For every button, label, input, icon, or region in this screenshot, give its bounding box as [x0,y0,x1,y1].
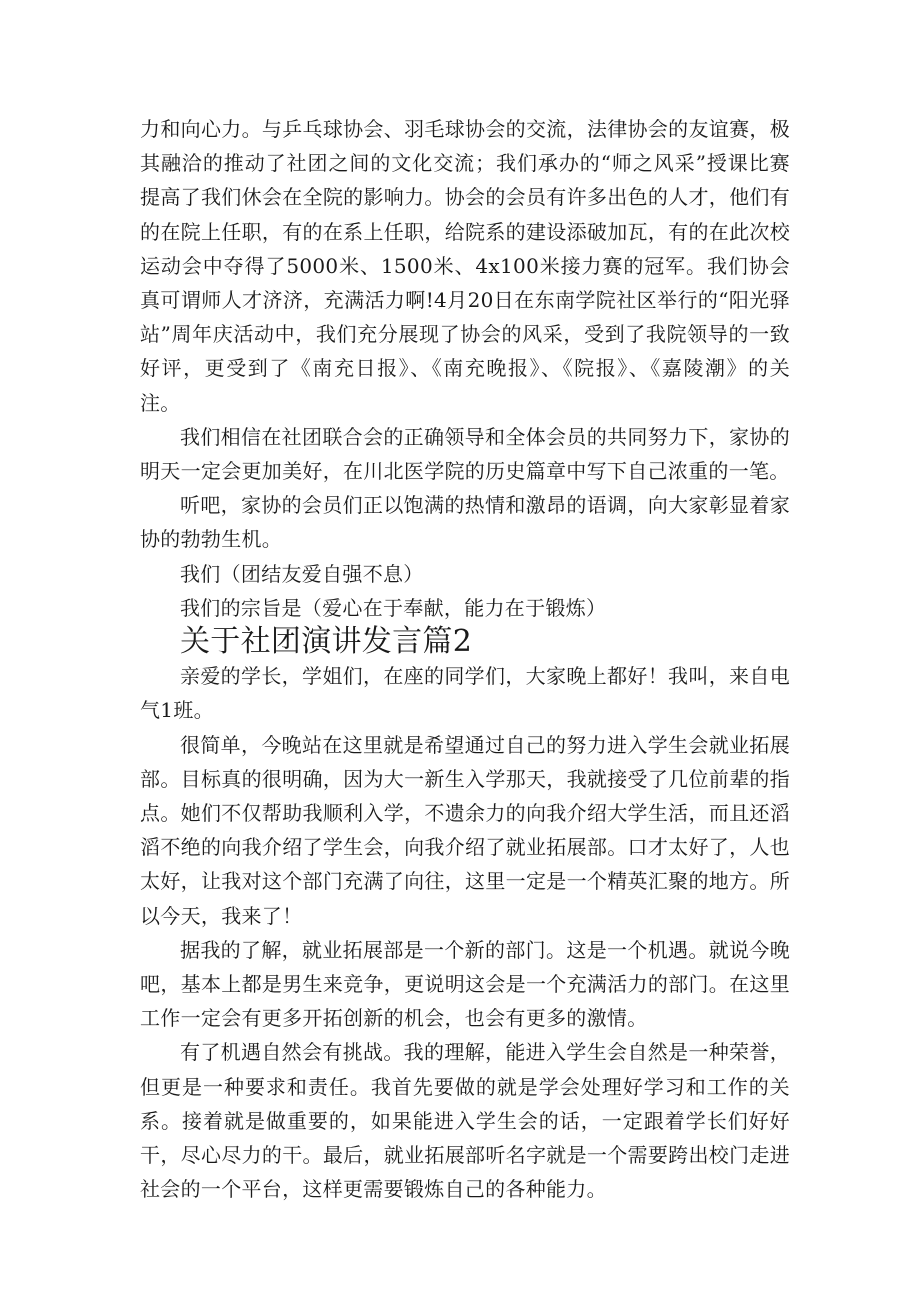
motto-line: 我们（团结友爱自强不息） [180,561,424,586]
purpose-line: 我们的宗旨是（爱心在于奉献，能力在于锻炼） [180,595,607,620]
paragraph: 很简单，今晚站在这里就是希望通过自己的努力进入学生会就业拓展部。目标真的很明确，因为大一新生入学那天，我就接受了几位前辈的指点。她们不仅帮助我顺利入学，不遗余力的向我介绍大学生活，而且还滔滔不绝的向我介绍了学生会，向我介绍了就业拓展部。口才太好了，人也太好，让我对这个部门充满了向往，这里一定是一个精英汇聚的地方。所以今天，我来了！ [140,732,790,928]
paragraph: 我们相信在社团联合会的正确领导和全体会员的共同努力下，家协的明天一定会更加美好，在川北医学院的历史篇章中写下自己浓重的一笔。 [140,424,790,484]
paragraph: 亲爱的学长，学姐们，在座的同学们，大家晚上都好！我叫，来自电气1班。 [140,664,790,723]
paragraph-continued: 力和向心力。与乒乓球协会、羽毛球协会的交流，法律协会的友谊赛，极其融洽的推动了社团之间的文化交流；我们承办的“师之风采”授课比赛提高了我们休会在全院的影响力。协会的会员有许多出色的人才，他们有的在院上任职，有的在系上任职，给院系的建设添破加瓦，有的在此次校运动会中夺得了5000米、1500米、4x100米接力赛的冠军。我们协会真可谓师人才济济，充满活力啊!4月20日在东南学院社区举行的“阳光驿站”周年庆活动中，我们充分展现了协会的风采，受到了我院领导的一致好评，更受到了《南充日报》、《南充晚报》、《院报》、《嘉陵潮》的关注。 [140,117,790,415]
paragraph: 据我的了解，就业拓展部是一个新的部门。这是一个机遇。就说今晚吧，基本上都是男生来竞争，更说明这会是一个充满活力的部门。在这里工作一定会有更多开拓创新的机会，也会有更多的激情。 [140,937,790,1031]
paragraph: 听吧，家协的会员们正以饱满的热情和激昂的语调，向大家彰显着家协的勃勃生机。 [140,493,790,552]
paragraph: 有了机遇自然会有挑战。我的理解，能进入学生会自然是一种荣誉，但更是一种要求和责任。我首先要做的就是学会处理好学习和工作的关系。接着就是做重要的，如果能进入学生会的话，一定跟着学长们好好干，尽心尽力的干。最后，就业拓展部听名字就是一个需要跨出校门走进社会的一个平台，这样更需要锻炼自己的各种能力。 [140,1040,790,1202]
document-page [140,112,790,1207]
section-heading: 关于社团演讲发言篇2 [180,624,473,660]
